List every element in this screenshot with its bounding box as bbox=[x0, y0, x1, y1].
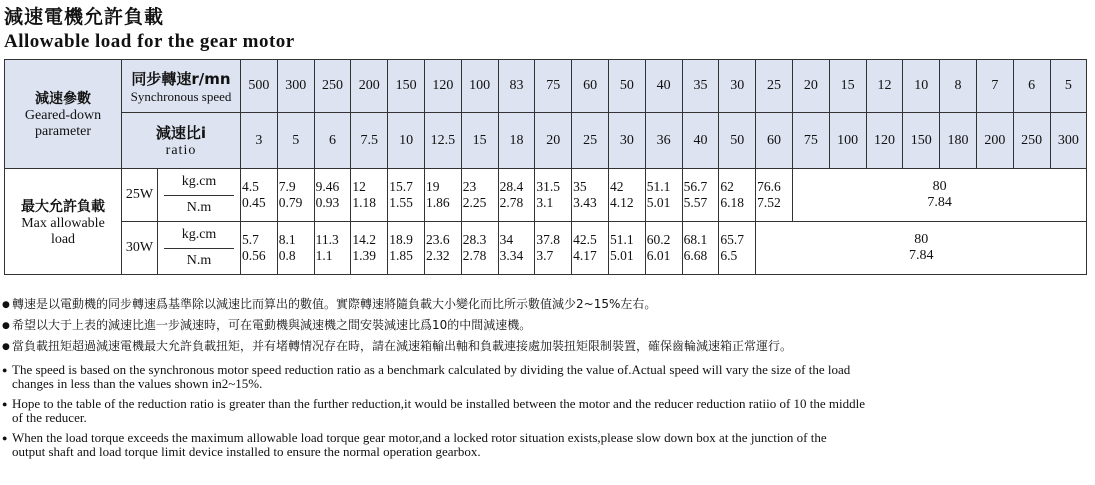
torque-nm: 7.52 bbox=[757, 195, 781, 210]
torque-kgcm: 42 bbox=[609, 179, 624, 194]
power-30w: 30W bbox=[122, 222, 158, 275]
torque-nm: 1.39 bbox=[352, 248, 377, 263]
speed-cell: 10 bbox=[903, 60, 940, 113]
torque-nm: 6.5 bbox=[720, 248, 738, 263]
torque-kgcm: 65.7 bbox=[720, 232, 744, 247]
ratio-cell: 10 bbox=[388, 113, 425, 169]
max-load-header: 最大允許負載 Max allowable load bbox=[5, 169, 122, 275]
torque-kgcm: 62 bbox=[720, 179, 734, 194]
torque-nm: 0.45 bbox=[242, 195, 266, 210]
torque-nm: 1.86 bbox=[425, 195, 450, 210]
torque-kgcm: 31.5 bbox=[536, 179, 560, 194]
ratio-cell: 150 bbox=[903, 113, 940, 169]
torque-nm: 2.78 bbox=[499, 195, 524, 210]
torque-kgcm: 28.4 bbox=[499, 179, 524, 194]
ratio-cell: 250 bbox=[1013, 113, 1050, 169]
note-en-1: ● The speed is based on the synchronous motor speed reduction ratio as a benchmark calculated by dividing the value of.Actual speed will vary the size of the load changes in less than the values shown in2~15%. bbox=[2, 362, 851, 391]
torque-kgcm: 15.7 bbox=[389, 179, 413, 194]
power-25w: 25W bbox=[122, 169, 158, 222]
notes-english bbox=[2, 363, 1087, 465]
ratio-cell: 20 bbox=[535, 113, 572, 169]
max-load-cell bbox=[756, 222, 1087, 275]
ratio-cell: 15 bbox=[461, 113, 498, 169]
torque-kgcm: 60.2 bbox=[646, 232, 671, 247]
load-value-cell bbox=[388, 169, 425, 222]
speed-cell: 300 bbox=[277, 60, 314, 113]
speed-cell: 40 bbox=[645, 60, 682, 113]
note-zh-2: ● 希望以大于上表的減速比進一步減速時，可在電動機與減速機之間安裝減速比爲10的中間減速機。 bbox=[2, 318, 532, 332]
torque-nm: 1.18 bbox=[352, 195, 377, 210]
torque-nm: 3.7 bbox=[536, 248, 554, 263]
load-value-cell bbox=[535, 222, 572, 275]
load-value-cell bbox=[535, 169, 572, 222]
unit-cell: kg.cm N.m bbox=[158, 222, 241, 275]
torque-nm: 0.79 bbox=[278, 195, 303, 210]
torque-nm: 0.56 bbox=[242, 248, 266, 263]
torque-nm: 1.85 bbox=[389, 248, 413, 263]
load-value-cell bbox=[682, 169, 719, 222]
torque-nm: 2.25 bbox=[462, 195, 487, 210]
ratio-header: 減速比i ratio bbox=[122, 113, 241, 169]
speed-cell: 6 bbox=[1013, 60, 1050, 113]
load-value-cell bbox=[719, 222, 756, 275]
torque-nm: 5.57 bbox=[683, 195, 708, 210]
speed-cell: 83 bbox=[498, 60, 535, 113]
load-value-cell bbox=[351, 169, 388, 222]
max-torque-kgcm: 80 bbox=[914, 232, 929, 247]
ratio-cell: 30 bbox=[608, 113, 645, 169]
load-value-cell bbox=[388, 222, 425, 275]
load-row-30w bbox=[5, 222, 1087, 275]
torque-kgcm: 42.5 bbox=[573, 232, 597, 247]
load-value-cell bbox=[241, 222, 278, 275]
torque-nm: 6.01 bbox=[646, 248, 671, 263]
ratio-cell: 300 bbox=[1050, 113, 1087, 169]
torque-nm: 4.17 bbox=[573, 248, 597, 263]
torque-nm: 6.68 bbox=[683, 248, 708, 263]
speed-cell: 7 bbox=[976, 60, 1013, 113]
speed-cell: 12 bbox=[866, 60, 903, 113]
torque-nm: 3.43 bbox=[573, 195, 597, 210]
torque-kgcm: 76.6 bbox=[757, 179, 781, 194]
note-en-2: ● Hope to the table of the reduction ratio is greater than the further reduction,it would be installed between the motor and the reducer reduction ratiio of 10 the middle of the reducer. bbox=[2, 396, 866, 425]
torque-kgcm: 11.3 bbox=[315, 232, 339, 247]
sync-speed-header: 同步轉速r/mn Synchronous speed bbox=[122, 60, 241, 113]
torque-kgcm: 37.8 bbox=[536, 232, 560, 247]
torque-kgcm: 5.7 bbox=[242, 232, 259, 247]
load-value-cell bbox=[351, 222, 388, 275]
speed-row bbox=[5, 60, 1087, 113]
speed-cell: 150 bbox=[388, 60, 425, 113]
speed-cell: 500 bbox=[241, 60, 278, 113]
ratio-cell: 12.5 bbox=[424, 113, 461, 169]
load-value-cell bbox=[608, 222, 645, 275]
ratio-cell: 40 bbox=[682, 113, 719, 169]
ratio-cell: 3 bbox=[241, 113, 278, 169]
max-torque-kgcm: 80 bbox=[932, 179, 947, 194]
torque-kgcm: 34 bbox=[499, 232, 514, 247]
torque-nm: 3.34 bbox=[499, 248, 524, 263]
load-value-cell bbox=[719, 169, 756, 222]
torque-kgcm: 23.6 bbox=[425, 232, 450, 247]
torque-kgcm: 12 bbox=[352, 179, 366, 194]
torque-kgcm: 28.3 bbox=[462, 232, 487, 247]
torque-nm: 5.01 bbox=[609, 248, 634, 263]
notes-chinese bbox=[2, 294, 1087, 357]
speed-cell: 15 bbox=[829, 60, 866, 113]
load-value-cell bbox=[645, 222, 682, 275]
load-value-cell bbox=[756, 169, 793, 222]
ratio-row bbox=[5, 113, 1087, 169]
speed-cell: 30 bbox=[719, 60, 756, 113]
max-load-cell bbox=[792, 169, 1086, 222]
speed-cell: 60 bbox=[572, 60, 609, 113]
speed-cell: 100 bbox=[461, 60, 498, 113]
max-torque-nm: 7.84 bbox=[908, 248, 934, 263]
load-value-cell bbox=[572, 169, 609, 222]
ratio-cell: 100 bbox=[829, 113, 866, 169]
load-value-cell bbox=[498, 169, 535, 222]
torque-nm: 4.12 bbox=[609, 195, 634, 210]
ratio-cell: 75 bbox=[792, 113, 829, 169]
speed-cell: 75 bbox=[535, 60, 572, 113]
load-value-cell bbox=[277, 169, 314, 222]
allowable-load-table bbox=[4, 59, 1087, 275]
torque-nm: 2.78 bbox=[462, 248, 487, 263]
torque-kgcm: 51.1 bbox=[646, 179, 671, 194]
speed-cell: 250 bbox=[314, 60, 351, 113]
torque-kgcm: 68.1 bbox=[683, 232, 708, 247]
torque-kgcm: 4.5 bbox=[242, 179, 259, 194]
torque-kgcm: 7.9 bbox=[278, 179, 296, 194]
torque-kgcm: 8.1 bbox=[278, 232, 296, 247]
ratio-cell: 25 bbox=[572, 113, 609, 169]
torque-kgcm: 18.9 bbox=[389, 232, 413, 247]
ratio-cell: 50 bbox=[719, 113, 756, 169]
speed-cell: 35 bbox=[682, 60, 719, 113]
ratio-cell: 180 bbox=[940, 113, 977, 169]
load-value-cell bbox=[645, 169, 682, 222]
torque-kgcm: 56.7 bbox=[683, 179, 708, 194]
torque-kgcm: 51.1 bbox=[609, 232, 634, 247]
torque-nm: 5.01 bbox=[646, 195, 671, 210]
speed-cell: 5 bbox=[1050, 60, 1087, 113]
torque-kgcm: 19 bbox=[425, 179, 440, 194]
title-english: Allowable load for the gear motor bbox=[4, 31, 295, 52]
ratio-cell: 36 bbox=[645, 113, 682, 169]
ratio-cell: 5 bbox=[277, 113, 314, 169]
ratio-cell: 60 bbox=[756, 113, 793, 169]
speed-cell: 20 bbox=[792, 60, 829, 113]
load-value-cell bbox=[682, 222, 719, 275]
load-value-cell bbox=[461, 169, 498, 222]
note-zh-1: ● 轉速是以電動機的同步轉速爲基準除以減速比而算出的數值。實際轉速將隨負載大小變化而比所示數值減少2~15%左右。 bbox=[2, 297, 657, 311]
load-value-cell bbox=[572, 222, 609, 275]
load-value-cell bbox=[241, 169, 278, 222]
ratio-cell: 6 bbox=[314, 113, 351, 169]
ratio-cell: 120 bbox=[866, 113, 903, 169]
load-value-cell bbox=[314, 222, 351, 275]
torque-kgcm: 23 bbox=[462, 179, 477, 194]
load-value-cell bbox=[314, 169, 351, 222]
speed-cell: 200 bbox=[351, 60, 388, 113]
torque-nm: 1.1 bbox=[315, 248, 333, 263]
reduction-parameter-header: 減速參數 Geared-down parameter bbox=[5, 60, 122, 169]
load-value-cell bbox=[424, 169, 461, 222]
title-chinese: 減速電機允許負載 bbox=[4, 6, 165, 28]
ratio-cell: 7.5 bbox=[351, 113, 388, 169]
torque-nm: 2.32 bbox=[425, 248, 450, 263]
load-value-cell bbox=[498, 222, 535, 275]
load-value-cell bbox=[461, 222, 498, 275]
torque-kgcm: 14.2 bbox=[352, 232, 377, 247]
torque-nm: 6.18 bbox=[720, 195, 744, 210]
speed-cell: 8 bbox=[940, 60, 977, 113]
torque-kgcm: 9.46 bbox=[315, 179, 340, 194]
load-value-cell bbox=[424, 222, 461, 275]
speed-cell: 25 bbox=[756, 60, 793, 113]
load-value-cell bbox=[277, 222, 314, 275]
load-value-cell bbox=[608, 169, 645, 222]
torque-nm: 0.8 bbox=[278, 248, 296, 263]
note-en-3: ● When the load torque exceeds the maximum allowable load torque gear motor,and a locked rotor situation exists,please slow down box at the junction of the output shaft and load torque limit device installed to ensure the normal operation gearbox. bbox=[2, 430, 827, 459]
max-torque-nm: 7.84 bbox=[927, 195, 952, 210]
torque-nm: 1.55 bbox=[389, 195, 413, 210]
torque-nm: 0.93 bbox=[315, 195, 340, 210]
ratio-cell: 18 bbox=[498, 113, 535, 169]
unit-cell: kg.cm N.m bbox=[158, 169, 241, 222]
speed-cell: 50 bbox=[608, 60, 645, 113]
load-row-25w bbox=[5, 169, 1087, 222]
note-zh-3: ● 當負載扭矩超過減速電機最大允許負載扭矩，并有堵轉情况存在時，請在減速箱輸出軸和負載連接處加裝扭矩限制裝置，確保齒輪減速箱正常運行。 bbox=[2, 339, 793, 353]
ratio-cell: 200 bbox=[976, 113, 1013, 169]
speed-cell: 120 bbox=[424, 60, 461, 113]
torque-nm: 3.1 bbox=[536, 195, 554, 210]
torque-kgcm: 35 bbox=[573, 179, 587, 194]
